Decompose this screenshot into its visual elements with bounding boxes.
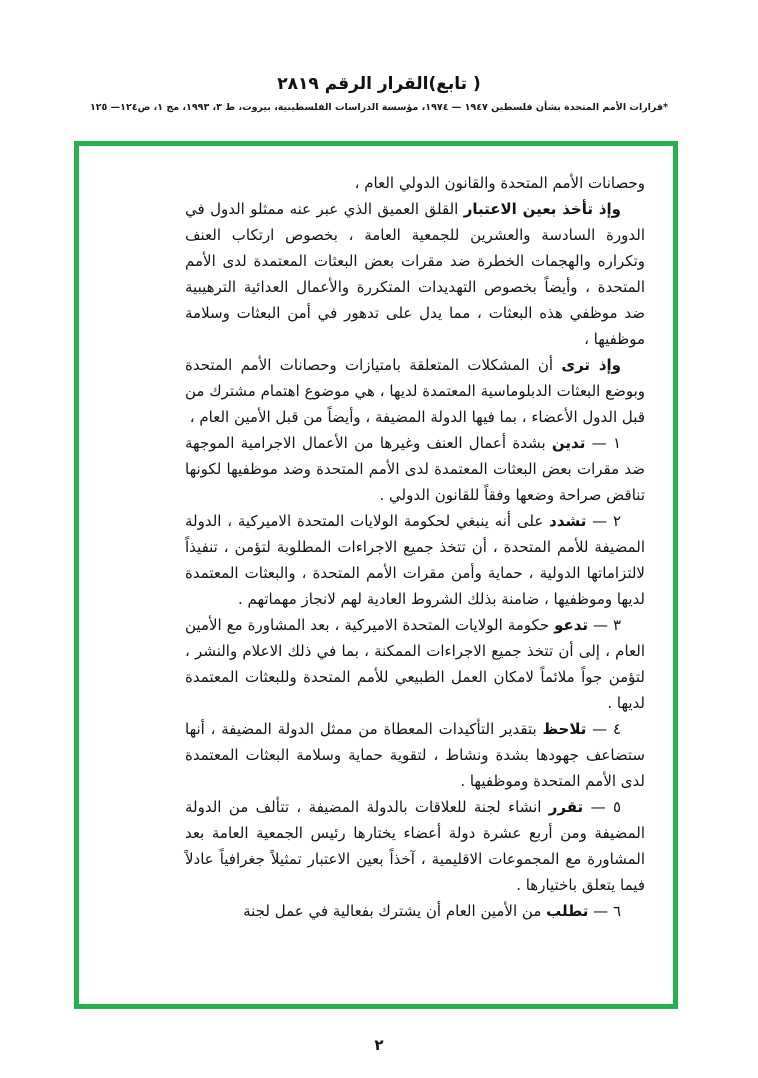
paragraph-lead: تلاحظ xyxy=(542,720,587,738)
paragraph-lead: تدين xyxy=(551,434,586,452)
paragraph-text: بتقدير التأكيدات المعطاة من ممثل الدولة المضيفة ، أنها ستضاعف جهودها بشدة ونشاط ، لتقوية حماية وسلامة البعثات المعتمدة لدى الأمم المتحدة وموظفيها . xyxy=(185,720,645,790)
paragraph-text: وحصانات الأمم المتحدة والقانون الدولي العام ، xyxy=(354,174,645,192)
paragraph-number: ٥ — xyxy=(583,798,621,816)
resolution-body xyxy=(185,170,645,924)
paragraph-lead: وإذ تأخذ بعين الاعتبار xyxy=(463,200,621,218)
paragraph xyxy=(185,612,645,716)
paragraph xyxy=(185,716,645,794)
paragraph-number: ٤ — xyxy=(586,720,621,738)
paragraph xyxy=(185,794,645,898)
paragraph xyxy=(185,170,645,196)
page-number: ٢ xyxy=(374,1036,384,1054)
paragraph-text: على أنه ينبغي لحكومة الولايات المتحدة الاميركية ، الدولة المضيفة للأمم المتحدة ، أن تتخذ جميع الاجراءات المطلوبة لتؤمن ، تنفيذاً لالتزاماتها الدولية ، حماية وأمن مقرات الأمم المتحدة ، والبعثات المعتمدة لديها وموظفيها ، ضامنة بذلك الشروط العادية لهم لانجاز مهماتهم . xyxy=(185,512,645,608)
paragraph-lead: وإذ ترى xyxy=(561,356,621,374)
paragraph-text: بشدة أعمال العنف وغيرها من الأعمال الاجرامية الموجهة ضد مقرات بعض البعثات المعتمدة لدى الأمم المتحدة وضد موظفيها لكونها تناقض صراحة وضعها وفقاً للقانون الدولي . xyxy=(185,434,645,504)
paragraph xyxy=(185,352,645,430)
content-border-frame xyxy=(74,141,678,1009)
paragraph-lead: تدعو xyxy=(554,616,589,634)
paragraph-number: ١ — xyxy=(585,434,621,452)
paragraph-number: ٢ — xyxy=(586,512,621,530)
resolution-title: ( تابع)القرار الرقم ٢٨١٩ xyxy=(277,74,481,94)
paragraph-text: حكومة الولايات المتحدة الاميركية ، بعد المشاورة مع الأمين العام ، إلى أن تتخذ جميع الاجراءات الممكنة ، بما في ذلك الاعلام والنشر ، لتؤمن جواً ملائماً لامكان العمل الطبيعي للأمم المتحدة وللبعثات المعتمدة لديها . xyxy=(185,616,645,712)
paragraph xyxy=(185,430,645,508)
paragraph-lead: تطلب xyxy=(546,902,589,920)
source-citation: *قرارات الأمم المتحدة بشأن فلسطين ١٩٤٧ — ١٩٧٤، مؤسسة الدراسات الفلسطينية، بيروت، ط ٣، ١٩٩٣، مج ١، ص١٢٤— ١٢٥ xyxy=(89,102,669,113)
paragraph-text: أن المشكلات المتعلقة بامتيازات وحصانات الأمم المتحدة وبوضع البعثات الدبلوماسية المعتمدة لديها ، هي موضوع اهتمام مشترك من قبل الدول الأعضاء ، بما فيها الدولة المضيفة ، وأيضاً من قبل الأمين العام ، xyxy=(185,356,645,426)
paragraph-text: انشاء لجنة للعلاقات بالدولة المضيفة ، تتألف من الدولة المضيفة ومن أربع عشرة دولة أعضاء يختارها رئيس الجمعية العامة بعد المشاورة مع المجموعات الاقليمية ، آخذاً بعين الاعتبار تمثيلاً جغرافياً عادلاً فيما يتعلق باختيارها . xyxy=(185,798,645,894)
paragraph-number: ٣ — xyxy=(588,616,621,634)
paragraph-text: القلق العميق الذي عبر عنه ممثلو الدول في الدورة السادسة والعشرين للجمعية العامة ، بخصوص ارتكاب العنف وتكراره والهجمات الخطرة ضد مقرات بعض البعثات المعتمدة لدى الأمم المتحدة ، وأيضاً بخصوص التهديدات المتكررة والأعمال العدائية الترهيبية ضد موظفي هذه البعثات ، مما يدل على تدهور في أمن البعثات وسلامة موظفيها ، xyxy=(185,200,645,348)
paragraph-lead: تشدد xyxy=(549,512,587,530)
paragraph xyxy=(185,508,645,612)
paragraph-text: من الأمين العام أن يشترك بفعالية في عمل لجنة xyxy=(243,902,547,920)
paragraph xyxy=(185,898,645,924)
paragraph-lead: تقرر xyxy=(548,798,584,816)
paragraph-number: ٦ — xyxy=(588,902,621,920)
paragraph xyxy=(185,196,645,352)
